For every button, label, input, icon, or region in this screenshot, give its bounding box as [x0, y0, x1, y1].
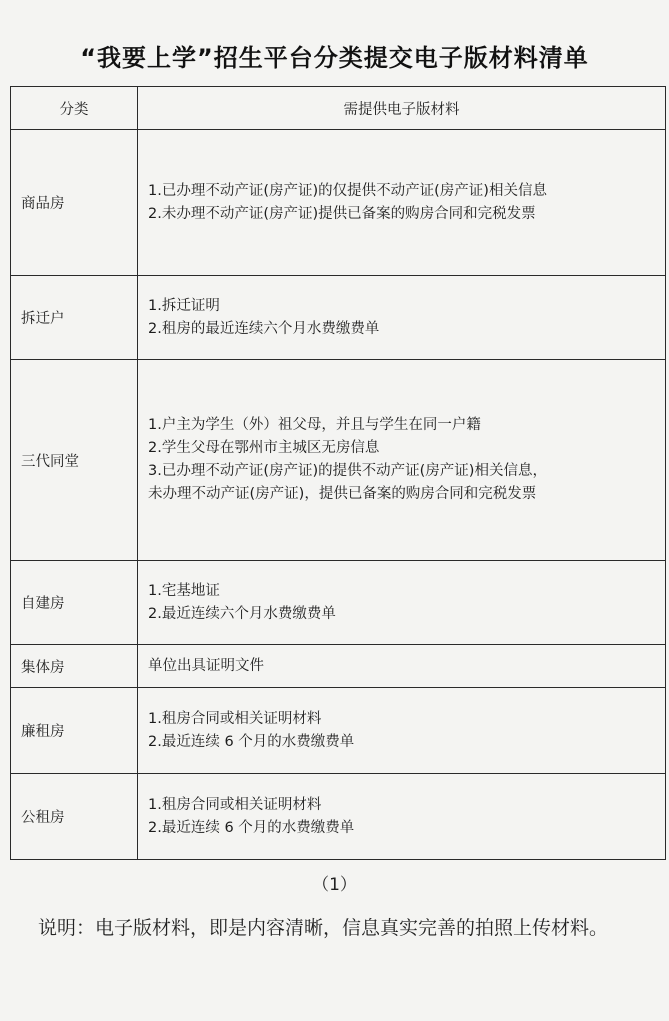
- explanation-note: 说明：电子版材料，即是内容清晰，信息真实完善的拍照上传材料。: [38, 917, 609, 939]
- materials-cell: [138, 360, 666, 561]
- table-row: [11, 130, 666, 276]
- material-line: 2.最近连续 6 个月的水费缴费单: [148, 733, 355, 750]
- document-title: “我要上学”招生平台分类提交电子版材料清单: [80, 44, 589, 72]
- materials-table: [10, 86, 666, 860]
- category-cell: 商品房: [11, 130, 138, 276]
- category-cell: 集体房: [11, 645, 138, 688]
- category-cell: 公租房: [11, 774, 138, 860]
- category-cell: 拆迁户: [11, 276, 138, 360]
- material-line: 2.最近连续六个月水费缴费单: [148, 605, 336, 622]
- materials-cell: [138, 130, 666, 276]
- category-cell: 三代同堂: [11, 360, 138, 561]
- table-row: [11, 774, 666, 860]
- table-row: [11, 360, 666, 561]
- material-line: 2.最近连续 6 个月的水费缴费单: [148, 819, 355, 836]
- material-line: 1.户主为学生（外）祖父母，并且与学生在同一户籍: [148, 417, 481, 433]
- table-row: [11, 561, 666, 645]
- materials-cell: [138, 688, 666, 774]
- material-line: 2.学生父母在鄂州市主城区无房信息: [148, 440, 380, 456]
- header-category: 分类: [11, 87, 138, 130]
- category-cell: 自建房: [11, 561, 138, 645]
- materials-cell: [138, 645, 666, 688]
- footnote-number: （1）: [312, 875, 357, 895]
- table-row: [11, 645, 666, 688]
- table-row: [11, 276, 666, 360]
- materials-cell: [138, 276, 666, 360]
- material-line: 1.宅基地证: [148, 582, 220, 599]
- table-header-row: [11, 87, 666, 130]
- materials-cell: [138, 774, 666, 860]
- material-line: 1.拆迁证明: [148, 297, 220, 314]
- material-line: 1.已办理不动产证(房产证)的仅提供不动产证(房产证)相关信息: [148, 182, 547, 199]
- material-line: 3.已办理不动产证(房产证)的提供不动产证(房产证)相关信息，: [148, 463, 547, 479]
- material-line: 未办理不动产证(房产证)，提供已备案的购房合同和完税发票: [148, 486, 537, 502]
- material-line: 2.租房的最近连续六个月水费缴费单: [148, 320, 380, 337]
- materials-cell: [138, 561, 666, 645]
- category-cell: 廉租房: [11, 688, 138, 774]
- material-line: 2.未办理不动产证(房产证)提供已备案的购房合同和完税发票: [148, 205, 536, 222]
- material-line: 1.租房合同或相关证明材料: [148, 710, 322, 727]
- material-line: 单位出具证明文件: [148, 657, 264, 674]
- material-line: 1.租房合同或相关证明材料: [148, 796, 322, 813]
- header-materials: 需提供电子版材料: [138, 87, 666, 130]
- table-row: [11, 688, 666, 774]
